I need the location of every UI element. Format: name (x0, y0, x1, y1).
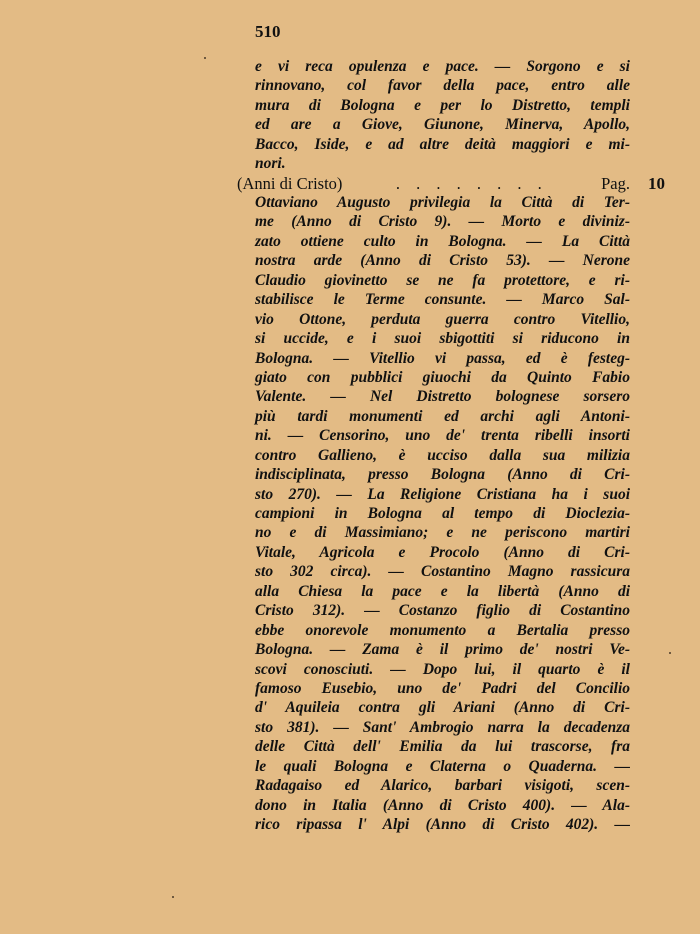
text-line: rico ripassa l' Alpi (Anno di Cristo 402). — (255, 816, 630, 833)
text-line: Vitale, Agricola e Procolo (Anno di Cri- (255, 543, 630, 561)
text-line: sto 270). — La Religione Cristiana ha i suoi (255, 485, 630, 503)
text-line: le quali Bologna e Claterna o Quaderna. — (255, 757, 630, 775)
intro-paragraph (255, 57, 630, 174)
text-line: zato ottiene culto in Bologna. — La Città (255, 232, 630, 250)
text-line: sto 302 circa). — Costantino Magno rassicura (255, 563, 630, 581)
paper-speck (204, 57, 206, 59)
text-line: Radagaiso ed Alarico, barbari visigoti, scen- (255, 777, 630, 795)
page-number: 510 (255, 22, 281, 41)
text-line: Claudio giovinetto se ne fa protettore, e ri- (255, 271, 630, 289)
paper-speck (172, 896, 174, 898)
text-line: me (Anno di Cristo 9). — Morto e diviniz- (255, 213, 630, 231)
text-line: nori. (255, 155, 286, 173)
text-line: no e di Massimiano; e ne periscono martiri (255, 524, 630, 542)
text-line: delle Città dell' Emilia da lui trascorse, fra (255, 738, 630, 756)
text-line: Ottaviano Augusto privilegia la Città di Ter- (255, 194, 630, 211)
text-line: Cristo 312). — Costanzo figlio di Costantino (255, 602, 630, 620)
text-line: famoso Eusebio, uno de' Padri del Concilio (255, 679, 630, 697)
text-line: stabilisce le Terme consunte. — Marco Sal- (255, 291, 630, 309)
text-line: Bologna. — Zama è il primo de' nostri Ve- (255, 641, 630, 659)
text-line: giato con pubblici giuochi da Quinto Fabio (255, 368, 630, 386)
text-line: scovi conosciuti. — Dopo lui, il quarto è il (255, 660, 630, 678)
text-line: Bologna. — Vitellio vi passa, ed è festeg- (255, 349, 630, 367)
paper-speck (669, 652, 671, 654)
margin-page-ref: 10 (648, 174, 665, 193)
text-line: Valente. — Nel Distretto bolognese sorsero (255, 388, 630, 406)
heading-leader: . . . . . . . . (395, 174, 548, 193)
text-line: rinnovano, col favor della pace, entro alle (255, 77, 630, 95)
text-line: ebbe onorevole monumento a Bertalia presso (255, 621, 630, 639)
heading-pag-label: Pag. (601, 174, 630, 193)
text-line: contro Gallieno, è ucciso dalla sua milizia (255, 446, 630, 464)
text-line: mura di Bologna e per lo Distretto, templi (255, 96, 630, 114)
text-line: Bacco, Iside, e ad altre deità maggiori e mi- (255, 135, 630, 153)
section-heading (237, 173, 630, 195)
text-line: si uccide, e i suoi sbigottiti si riducono in (255, 330, 630, 348)
text-line: ni. — Censorino, uno de' trenta ribelli insorti (255, 427, 630, 445)
text-line: dono in Italia (Anno di Cristo 400). — Ala- (255, 796, 630, 814)
text-line: alla Chiesa la pace e la libertà (Anno di (255, 582, 630, 600)
body-paragraph (255, 193, 630, 834)
text-line: vio Ottone, perduta guerra contro Vitellio, (255, 310, 630, 328)
text-line: nostra arde (Anno di Cristo 53). — Nerone (255, 252, 630, 270)
text-line: campioni in Bologna al tempo di Dioclezia- (255, 505, 630, 522)
text-line: d' Aquileia contra gli Ariani (Anno di Cri- (255, 699, 630, 717)
heading-label: (Anni di Cristo) (237, 174, 343, 193)
text-line: più tardi monumenti ed archi agli Antoni- (255, 407, 630, 425)
text-line: e vi reca opulenza e pace. — Sorgono e si (255, 58, 630, 75)
text-line: indisciplinata, presso Bologna (Anno di Cri- (255, 466, 630, 484)
text-line: sto 381). — Sant' Ambrogio narra la decadenza (255, 718, 630, 736)
text-line: ed are a Giove, Giunone, Minerva, Apollo, (255, 116, 630, 134)
